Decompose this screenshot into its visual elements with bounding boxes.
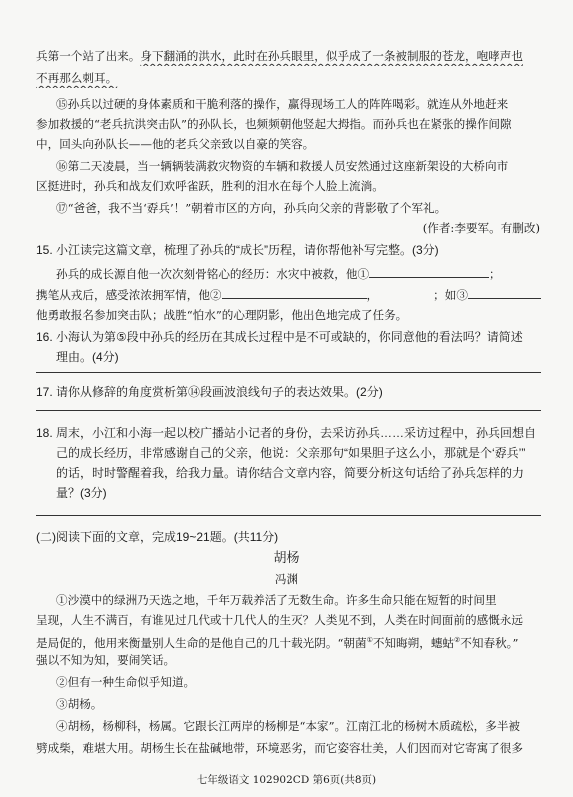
p15-line-1: ⑮孙兵以过硬的身体素质和干脆利落的操作，赢得现场工人的阵阵喝彩。就连从外地赶来 xyxy=(56,97,509,111)
p14-line xyxy=(36,46,541,66)
q15-prompt-3: ；如③ xyxy=(433,288,468,302)
source-note: (作者:李要军。有删改) xyxy=(422,221,540,235)
p14-line-2 xyxy=(36,68,541,88)
article-title: 胡杨 xyxy=(273,551,300,566)
q15-answer-blank-3[interactable] xyxy=(468,284,541,299)
p17-line: ⑰“爸爸，我不当‘孬兵’！”朝着市区的方向，孙兵向父亲的背影敬了个军礼。 xyxy=(56,201,447,215)
para4-line-1: ④胡杨，杨柳科，杨属。它跟长江两岸的杨柳是“本家”。江南江北的杨树木质疏松，多半被 xyxy=(56,719,521,733)
article-author: 冯渊 xyxy=(274,572,299,586)
footnote-marker-2: ② xyxy=(454,636,461,644)
para1-text-c: 不知春秋。” xyxy=(460,635,519,650)
para1-text-a: 是局促的，他用来衡量别人生命的是他自己的几十载光阴。“朝菌 xyxy=(36,635,367,650)
q18-stem-3: 的话，时时警醒着我，给我力量。请你结合文章内容，简要分析这句话给了孙兵怎样的力 xyxy=(56,466,525,480)
q15-semicolon: ； xyxy=(489,267,501,281)
q18-answer-line[interactable] xyxy=(36,515,541,516)
q18-stem-1: 18. 周末，小江和小海一起以校广播站小记者的身份，去采访孙兵……采访过程中，孙兵回想自 xyxy=(36,426,537,440)
p14-wavy-sentence: 身下翻涌的洪水，此时在孙兵眼里，似乎成了一条被制服的苍龙，咆哮声也 xyxy=(140,49,523,63)
q18-stem-2: 己的成长经历，非常感谢自己的父亲，他说：父亲那句“如果胆子这么小，那就是个‘孬兵’” xyxy=(56,446,526,460)
page-footer: 七年级语文 102902CD 第6页(共8页) xyxy=(196,774,377,786)
p15-line-3: 中，回头向孙队长——他的老兵父亲致以自豪的笑容。 xyxy=(36,137,315,151)
para1-line-1: ①沙漠中的绿洲乃天选之地，千年万载养活了无数生命。许多生命只能在短暂的时间里 xyxy=(56,593,497,607)
q15-line-2 xyxy=(36,284,541,305)
p14-wavy-sentence-end: 不再那么刺耳。 xyxy=(36,71,118,85)
q15-line-1 xyxy=(56,263,541,284)
q15-answer-blank-2[interactable] xyxy=(222,284,367,299)
para1-line-4: 强以不知为知，要闹笑话。 xyxy=(36,653,176,667)
section2-heading: (二)阅读下面的文章，完成19~21题。(共11分) xyxy=(36,530,279,544)
para4-line-2: 劈成柴，难堪大用。胡杨生长在盐碱地带，环境恶劣，而它姿容壮美，人们因而对它寄寓了很多 xyxy=(36,741,523,755)
q15-comma: ， xyxy=(366,288,379,302)
para1-text-b: 不知晦朔，蟪蛄 xyxy=(372,635,455,650)
q15-line-3: 他勇敢报名参加突击队；战胜“怕水”的心理阴影，他出色地完成了任务。 xyxy=(36,308,408,322)
q15-prompt-2: 携笔从戎后，感受浓浓拥军情，他② xyxy=(36,288,222,302)
para3: ③胡杨。 xyxy=(56,697,103,711)
q17-answer-line[interactable] xyxy=(36,410,541,411)
q16-stem-2: 理由。(4分) xyxy=(56,350,119,364)
q15-answer-blank-1[interactable] xyxy=(369,263,489,278)
q16-stem-1: 16. 小海认为第⑤段中孙兵的经历在其成长过程中是不可或缺的，你同意他的看法吗？请简述 xyxy=(36,330,523,344)
para2: ②但有一种生命似乎知道。 xyxy=(56,675,196,689)
p16-line-1: ⑯第二天凌晨，当一辆辆装满救灾物资的车辆和救援人员安然通过这座新架设的大桥向市 xyxy=(56,159,509,173)
para1-line-2: 呈现，人生不满百，有谁见过几代或十几代人的生灭？人类见不到，人类在时间面前的感慨永远 xyxy=(36,613,523,627)
q18-stem-4: 量？(3分) xyxy=(56,486,107,500)
footnote-marker-1: ① xyxy=(366,636,373,644)
q16-answer-line[interactable] xyxy=(36,372,541,373)
p16-line-2: 区挺进时，孙兵和战友们欢呼雀跃，胜利的泪水在每个人脸上流淌。 xyxy=(36,179,384,193)
q15-prompt-1: 孙兵的成长源自他一次次刻骨铭心的经历：水灾中被救，他① xyxy=(56,267,370,281)
q17-stem: 17. 请你从修辞的角度赏析第⑭段画波浪线句子的表达效果。(2分) xyxy=(36,385,383,399)
p14-text: 兵第一个站了出来。 xyxy=(36,49,141,63)
q15-stem: 15. 小江读完这篇文章，梳理了孙兵的“成长”历程，请你帮他补写完整。(3分) xyxy=(36,243,439,257)
p15-line-2: 参加救援的“老兵抗洪突击队”的孙队长，也频频朝他竖起大拇指。而孙兵也在紧张的操作间隙 xyxy=(36,117,512,131)
